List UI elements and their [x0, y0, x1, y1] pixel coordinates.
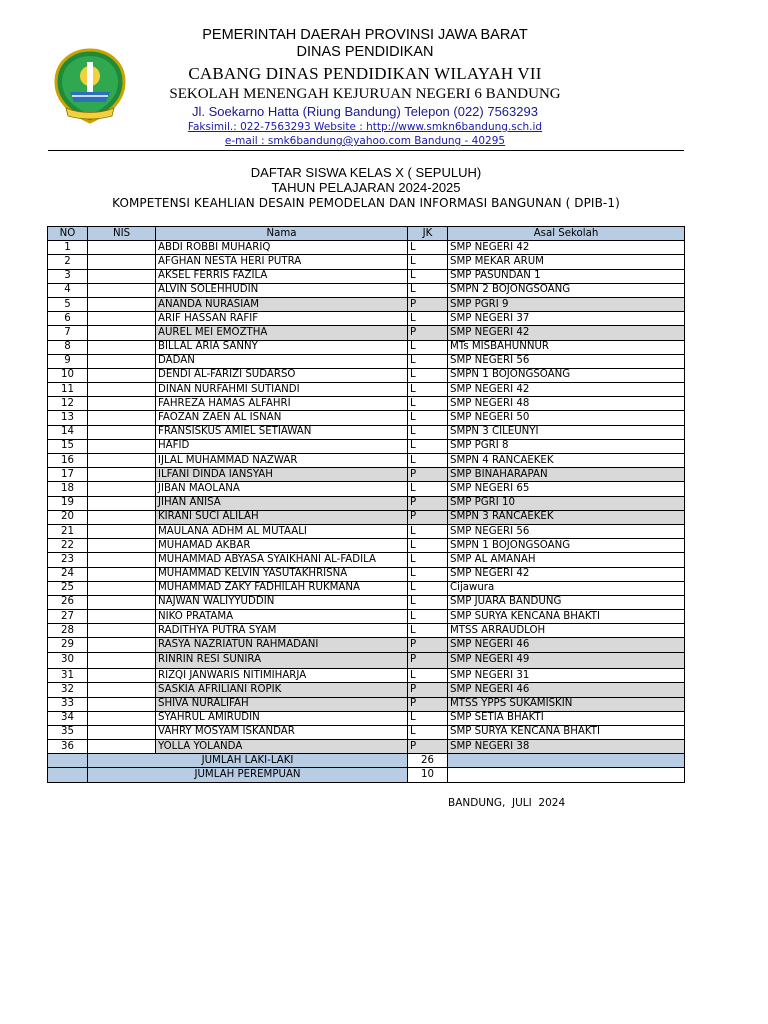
cell-no: 33: [48, 697, 88, 711]
student-roster-table: [47, 226, 685, 783]
cell-nama: JIHAN ANISA: [156, 496, 408, 510]
cell-no: 15: [48, 439, 88, 453]
cell-nama: ARIF HASSAN RAFIF: [156, 312, 408, 326]
cell-asal-sekolah: MTSS YPPS SUKAMISKIN: [448, 697, 685, 711]
cell-no: 4: [48, 283, 88, 297]
cell-nis: [88, 638, 156, 652]
cell-nama: MUHAMMAD ABYASA SYAIKHANI AL-FADILA: [156, 553, 408, 567]
summary-label: JUMLAH LAKI-LAKI: [88, 754, 408, 768]
cell-nis: [88, 539, 156, 553]
cell-asal-sekolah: MTs MISBAHUNNUR: [448, 340, 685, 354]
summary-row-female: [48, 768, 685, 782]
cell-nis: [88, 524, 156, 538]
cell-nis: [88, 697, 156, 711]
cell-nis: [88, 581, 156, 595]
cell-asal-sekolah: SMP NEGERI 50: [448, 411, 685, 425]
cell-jk: L: [408, 241, 448, 255]
cell-no: 23: [48, 553, 88, 567]
cell-nama: ANANDA NURASIAM: [156, 297, 408, 311]
cell-nis: [88, 624, 156, 638]
cell-nis: [88, 340, 156, 354]
cell-asal-sekolah: SMP NEGERI 56: [448, 524, 685, 538]
table-row: [48, 740, 685, 754]
cell-nama: AUREL MEI EMOZTHA: [156, 326, 408, 340]
cell-nama: NIKO PRATAMA: [156, 610, 408, 624]
table-row: [48, 482, 685, 496]
summary-row-male: [48, 754, 685, 768]
cell-nis: [88, 439, 156, 453]
cell-jk: L: [408, 725, 448, 739]
cell-nama: SHIVA NURALIFAH: [156, 697, 408, 711]
table-row: [48, 354, 685, 368]
cell-asal-sekolah: SMP SURYA KENCANA BHAKTI: [448, 610, 685, 624]
cell-jk: L: [408, 595, 448, 609]
table-row: [48, 581, 685, 595]
cell-jk: L: [408, 411, 448, 425]
cell-no: 1: [48, 241, 88, 255]
cell-no: 35: [48, 725, 88, 739]
cell-asal-sekolah: SMP PASUNDAN 1: [448, 269, 685, 283]
table-row: [48, 624, 685, 638]
column-header-asal-sekolah: Asal Sekolah: [448, 227, 685, 241]
table-row: [48, 283, 685, 297]
cell-no: 29: [48, 638, 88, 652]
cell-nama: MUHAMAD AKBAR: [156, 539, 408, 553]
table-row: [48, 669, 685, 683]
table-row: [48, 312, 685, 326]
cell-nis: [88, 553, 156, 567]
cell-jk: L: [408, 624, 448, 638]
cell-no: 32: [48, 683, 88, 697]
document-year: TAHUN PELAJARAN 2024-2025: [271, 180, 461, 195]
table-row: [48, 241, 685, 255]
cell-nis: [88, 368, 156, 382]
cell-nis: [88, 740, 156, 754]
header-address: Jl. Soekarno Hatta (Riung Bandung) Telepon (022) 7563293: [192, 104, 538, 119]
cell-jk: L: [408, 425, 448, 439]
cell-asal-sekolah: SMP NEGERI 46: [448, 683, 685, 697]
cell-nama: RASYA NAZRIATUN RAHMADANI: [156, 638, 408, 652]
cell-nis: [88, 454, 156, 468]
cell-nama: ABDI ROBBI MUHARIQ: [156, 241, 408, 255]
cell-jk: L: [408, 567, 448, 581]
cell-no: 18: [48, 482, 88, 496]
cell-nis: [88, 283, 156, 297]
table-row: [48, 553, 685, 567]
cell-nama: DENDI AL-FARIZI SUDARSO: [156, 368, 408, 382]
cell-asal-sekolah: SMP NEGERI 56: [448, 354, 685, 368]
cell-no: 36: [48, 740, 88, 754]
cell-nama: RADITHYA PUTRA SYAM: [156, 624, 408, 638]
cell-nama: ILFANI DINDA IANSYAH: [156, 468, 408, 482]
cell-jk: P: [408, 297, 448, 311]
column-header-no: NO: [48, 227, 88, 241]
cell-no: 16: [48, 454, 88, 468]
cell-nama: RIZQI JANWARIS NITIMIHARJA: [156, 669, 408, 683]
table-row: [48, 340, 685, 354]
cell-nama: HAFID: [156, 439, 408, 453]
cell-no: 30: [48, 652, 88, 669]
cell-nis: [88, 468, 156, 482]
cell-jk: P: [408, 468, 448, 482]
cell-nis: [88, 725, 156, 739]
cell-nis: [88, 297, 156, 311]
cell-jk: L: [408, 454, 448, 468]
cell-asal-sekolah: SMP SETIA BHAKTI: [448, 711, 685, 725]
cell-asal-sekolah: MTSS ARRAUDLOH: [448, 624, 685, 638]
header-government-line: PEMERINTAH DAERAH PROVINSI JAWA BARAT: [202, 27, 528, 43]
cell-jk: L: [408, 581, 448, 595]
cell-nama: FAOZAN ZAEN AL ISNAN: [156, 411, 408, 425]
table-row: [48, 539, 685, 553]
west-java-emblem-logo: [50, 46, 130, 126]
cell-jk: P: [408, 496, 448, 510]
cell-jk: L: [408, 553, 448, 567]
column-header-nama: Nama: [156, 227, 408, 241]
cell-nis: [88, 241, 156, 255]
cell-jk: L: [408, 439, 448, 453]
cell-nama: SASKIA AFRILIANI ROPIK: [156, 683, 408, 697]
cell-nama: FRANSISKUS AMIEL SETIAWAN: [156, 425, 408, 439]
cell-jk: P: [408, 638, 448, 652]
cell-jk: L: [408, 482, 448, 496]
cell-jk: L: [408, 269, 448, 283]
cell-jk: L: [408, 397, 448, 411]
cell-nama: YOLLA YOLANDA: [156, 740, 408, 754]
table-row: [48, 711, 685, 725]
cell-asal-sekolah: SMP NEGERI 65: [448, 482, 685, 496]
cell-jk: L: [408, 539, 448, 553]
cell-nis: [88, 269, 156, 283]
cell-asal-sekolah: SMP JUARA BANDUNG: [448, 595, 685, 609]
table-row: [48, 439, 685, 453]
cell-nis: [88, 669, 156, 683]
cell-nama: RINRIN RESI SUNIRA: [156, 652, 408, 669]
cell-nis: [88, 326, 156, 340]
table-header-row: [48, 227, 685, 241]
cell-jk: P: [408, 326, 448, 340]
cell-no: 22: [48, 539, 88, 553]
cell-jk: L: [408, 283, 448, 297]
cell-jk: L: [408, 354, 448, 368]
table-row: [48, 383, 685, 397]
cell-nis: [88, 683, 156, 697]
cell-no: 12: [48, 397, 88, 411]
cell-asal-sekolah: SMP BINAHARAPAN: [448, 468, 685, 482]
cell-nama: JIBAN MAOLANA: [156, 482, 408, 496]
cell-asal-sekolah: SMP NEGERI 46: [448, 638, 685, 652]
table-row: [48, 725, 685, 739]
table-row: [48, 595, 685, 609]
cell-asal-sekolah: SMP AL AMANAH: [448, 553, 685, 567]
cell-nama: SYAHRUL AMIRUDIN: [156, 711, 408, 725]
cell-jk: L: [408, 524, 448, 538]
document-title: DAFTAR SISWA KELAS X ( SEPULUH): [250, 165, 482, 180]
table-row: [48, 567, 685, 581]
cell-nama: IJLAL MUHAMMAD NAZWAR: [156, 454, 408, 468]
cell-asal-sekolah: Cijawura: [448, 581, 685, 595]
cell-asal-sekolah: SMPN 1 BOJONGSOANG: [448, 368, 685, 382]
table-row: [48, 411, 685, 425]
table-row: [48, 425, 685, 439]
cell-asal-sekolah: SMP NEGERI 37: [448, 312, 685, 326]
cell-jk: P: [408, 740, 448, 754]
cell-nama: NAJWAN WALIYYUDDIN: [156, 595, 408, 609]
header-fax-website-link[interactable]: Faksimil.: 022-7563293 Website : http://www.smkn6bandung.sch.id: [187, 121, 543, 133]
cell-no: 8: [48, 340, 88, 354]
table-row: [48, 255, 685, 269]
cell-nama: MUHAMMAD ZAKY FADHILAH RUKMANA: [156, 581, 408, 595]
table-row: [48, 652, 685, 669]
cell-asal-sekolah: SMPN 2 BOJONGSOANG: [448, 283, 685, 297]
cell-jk: L: [408, 340, 448, 354]
cell-asal-sekolah: SMPN 4 RANCAEKEK: [448, 454, 685, 468]
header-divider: [48, 150, 684, 151]
cell-nama: MAULANA ADHM AL MUTAALI: [156, 524, 408, 538]
table-row: [48, 683, 685, 697]
cell-nama: AFGHAN NESTA HERI PUTRA: [156, 255, 408, 269]
document-competency: KOMPETENSI KEAHLIAN DESAIN PEMODELAN DAN INFORMASI BANGUNAN ( DPIB-1): [112, 196, 620, 210]
cell-no: 21: [48, 524, 88, 538]
cell-asal-sekolah: SMP NEGERI 48: [448, 397, 685, 411]
table-row: [48, 297, 685, 311]
cell-no: 17: [48, 468, 88, 482]
cell-asal-sekolah: SMP MEKAR ARUM: [448, 255, 685, 269]
cell-nis: [88, 383, 156, 397]
cell-no: 3: [48, 269, 88, 283]
cell-nis: [88, 652, 156, 669]
cell-nama: AKSEL FERRIS FAZILA: [156, 269, 408, 283]
cell-no: 6: [48, 312, 88, 326]
cell-jk: P: [408, 652, 448, 669]
cell-nama: BILLAL ARIA SANNY: [156, 340, 408, 354]
table-row: [48, 468, 685, 482]
cell-no: 10: [48, 368, 88, 382]
cell-no: 19: [48, 496, 88, 510]
header-department-line: DINAS PENDIDIKAN: [296, 44, 434, 60]
cell-jk: L: [408, 669, 448, 683]
cell-asal-sekolah: SMP PGRI 10: [448, 496, 685, 510]
table-row: [48, 697, 685, 711]
summary-value: 10: [408, 768, 448, 782]
cell-no: 7: [48, 326, 88, 340]
cell-no: 27: [48, 610, 88, 624]
cell-asal-sekolah: SMP NEGERI 42: [448, 326, 685, 340]
cell-nis: [88, 312, 156, 326]
cell-jk: L: [408, 368, 448, 382]
cell-asal-sekolah: SMP NEGERI 42: [448, 567, 685, 581]
cell-no: 11: [48, 383, 88, 397]
column-header-nis: NIS: [88, 227, 156, 241]
cell-no: 25: [48, 581, 88, 595]
cell-asal-sekolah: SMPN 3 RANCAEKEK: [448, 510, 685, 524]
table-row: [48, 269, 685, 283]
cell-nis: [88, 510, 156, 524]
cell-asal-sekolah: SMP NEGERI 49: [448, 652, 685, 669]
table-row: [48, 496, 685, 510]
cell-nama: KIRANI SUCI ALILAH: [156, 510, 408, 524]
cell-no: 24: [48, 567, 88, 581]
summary-label: JUMLAH PEREMPUAN: [88, 768, 408, 782]
cell-nama: DINAN NURFAHMI SUTIANDI: [156, 383, 408, 397]
cell-no: 31: [48, 669, 88, 683]
cell-jk: L: [408, 610, 448, 624]
table-row: [48, 326, 685, 340]
cell-asal-sekolah: SMP NEGERI 42: [448, 383, 685, 397]
cell-no: 28: [48, 624, 88, 638]
cell-asal-sekolah: SMPN 1 BOJONGSOANG: [448, 539, 685, 553]
cell-no: 13: [48, 411, 88, 425]
cell-asal-sekolah: SMP PGRI 9: [448, 297, 685, 311]
header-branch-line: CABANG DINAS PENDIDIKAN WILAYAH VII: [188, 64, 542, 83]
cell-no: 9: [48, 354, 88, 368]
cell-jk: P: [408, 683, 448, 697]
cell-asal-sekolah: SMP NEGERI 42: [448, 241, 685, 255]
cell-no: 26: [48, 595, 88, 609]
cell-no: 2: [48, 255, 88, 269]
cell-asal-sekolah: SMP NEGERI 38: [448, 740, 685, 754]
summary-value: 26: [408, 754, 448, 768]
cell-no: 14: [48, 425, 88, 439]
cell-no: 5: [48, 297, 88, 311]
cell-nis: [88, 397, 156, 411]
cell-asal-sekolah: SMP PGRI 8: [448, 439, 685, 453]
table-row: [48, 638, 685, 652]
header-school-name: SEKOLAH MENENGAH KEJURUAN NEGERI 6 BANDUNG: [169, 86, 561, 102]
cell-nis: [88, 595, 156, 609]
cell-nama: DADAN: [156, 354, 408, 368]
cell-jk: P: [408, 697, 448, 711]
table-row: [48, 524, 685, 538]
table-row: [48, 510, 685, 524]
cell-nis: [88, 610, 156, 624]
cell-jk: L: [408, 383, 448, 397]
cell-jk: L: [408, 255, 448, 269]
cell-nis: [88, 567, 156, 581]
column-header-jk: JK: [408, 227, 448, 241]
cell-asal-sekolah: SMP NEGERI 31: [448, 669, 685, 683]
table-row: [48, 368, 685, 382]
cell-nis: [88, 354, 156, 368]
cell-nis: [88, 411, 156, 425]
cell-jk: L: [408, 312, 448, 326]
cell-nama: ALVIN SOLEHHUDIN: [156, 283, 408, 297]
signature-place-date: BANDUNG, JULI 2024: [448, 797, 566, 809]
cell-jk: L: [408, 711, 448, 725]
table-row: [48, 397, 685, 411]
header-email-link[interactable]: e-mail : smk6bandung@yahoo.com Bandung - 40295: [224, 135, 506, 147]
cell-no: 34: [48, 711, 88, 725]
cell-nama: VAHRY MOSYAM ISKANDAR: [156, 725, 408, 739]
cell-nama: MUHAMMAD KELVIN YASUTAKHRISNA: [156, 567, 408, 581]
cell-jk: P: [408, 510, 448, 524]
cell-nis: [88, 482, 156, 496]
cell-nama: FAHREZA HAMAS ALFAHRI: [156, 397, 408, 411]
cell-asal-sekolah: SMPN 3 CILEUNYI: [448, 425, 685, 439]
cell-nis: [88, 425, 156, 439]
table-row: [48, 610, 685, 624]
cell-nis: [88, 711, 156, 725]
table-row: [48, 454, 685, 468]
cell-asal-sekolah: SMP SURYA KENCANA BHAKTI: [448, 725, 685, 739]
cell-nis: [88, 255, 156, 269]
cell-no: 20: [48, 510, 88, 524]
cell-nis: [88, 496, 156, 510]
